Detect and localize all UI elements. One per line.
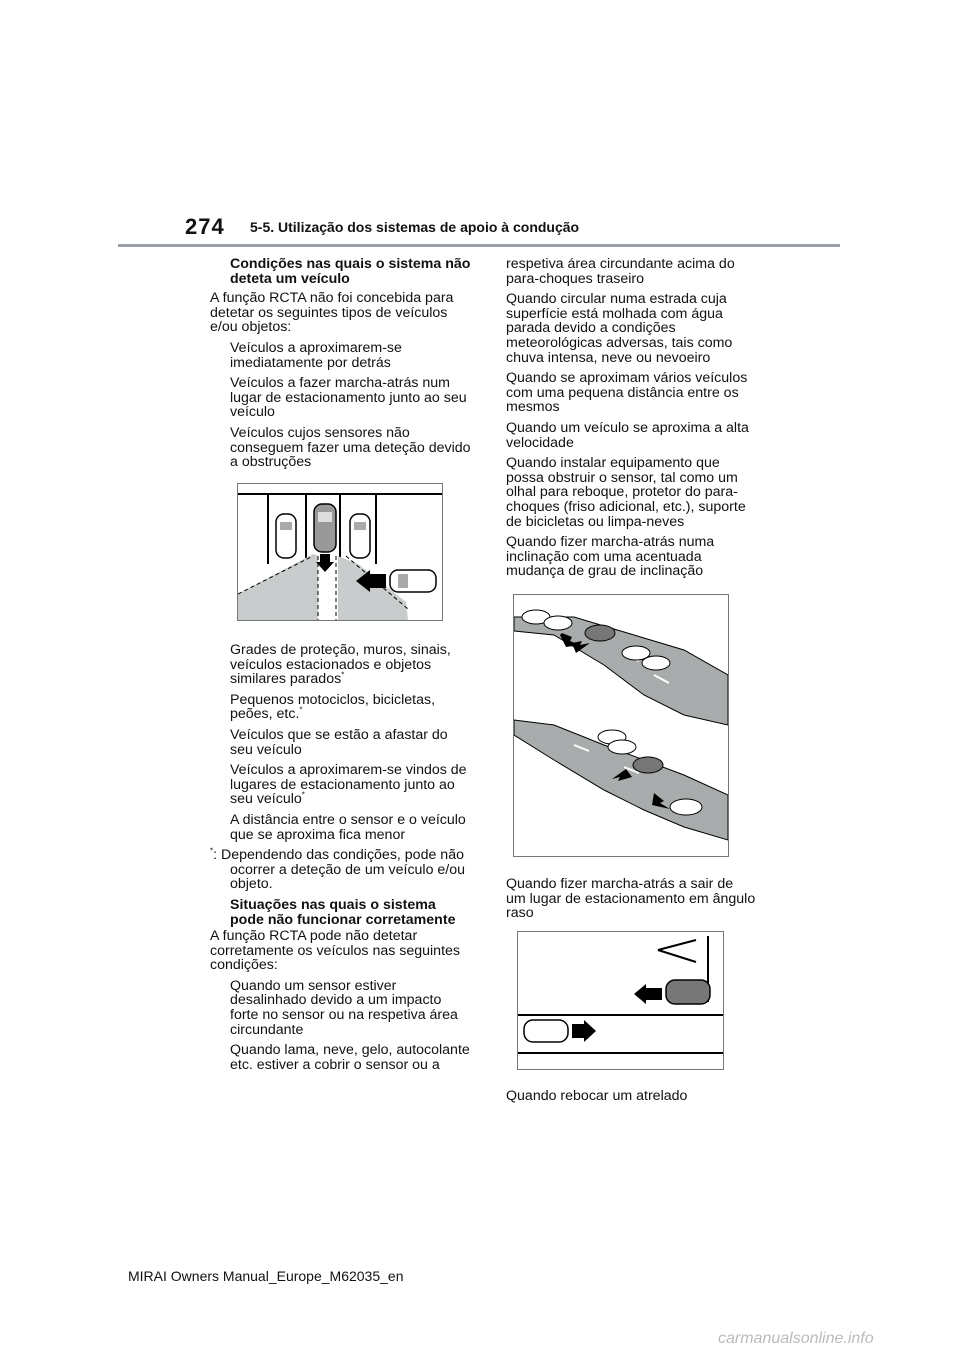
list-item: Quando lama, neve, gelo, autocolante etc. estiver a cobrir o sensor ou a (230, 1042, 470, 1073)
parking-lot-illustration (238, 484, 442, 620)
section-title: 5-5. Utilização dos sistemas de apoio à condução (250, 219, 580, 235)
intro-may-not-work: A função RCTA pode não detetar corretamente os veículos nas seguintes condições: (210, 928, 460, 974)
left-column-top (210, 257, 472, 470)
slope-illustration (514, 595, 728, 856)
header-rule (118, 244, 840, 247)
list-item: Veículos cujos sensores não conseguem fazer uma deteção devido a obstruções (230, 424, 471, 471)
list-item: Quando circular numa estrada cuja superfície está molhada com água parada devido a condições meteorológicas adversas, tais como chuva intensa, neve ou nevoeiro (506, 291, 733, 366)
manual-id: MIRAI Owners Manual_Europe_M62035_en (128, 1268, 404, 1284)
list-item: Veículos a aproximarem-se imediatamente por detrás (230, 339, 402, 371)
figure-angled-parking (517, 931, 724, 1070)
page-number: 274 (185, 214, 225, 239)
right-column-bottom (506, 1089, 756, 1104)
list-item: Veículos a aproximarem-se vindos de lugares de estacionamento junto ao seu veículo* (230, 762, 467, 808)
list-item: Quando se aproximam vários veículos com uma pequena distância entre os mesmos (506, 370, 748, 416)
list-item: Veículos que se estão a afastar do seu veículo (230, 726, 448, 758)
list-item: Veículos a fazer marcha-atrás num lugar de estacionamento junto ao seu veículo (230, 375, 467, 421)
list-item: Quando fizer marcha-atrás a sair de um lugar de estacionamento em ângulo raso (506, 876, 756, 922)
intro-not-detected: A função RCTA não foi concebida para detetar os seguintes tipos de veículos e/ou objetos: (210, 290, 454, 336)
list-item-continued: respetiva área circundante acima do para-choques traseiro (506, 256, 735, 287)
heading-not-detected: Condições nas quais o sistema não deteta um veículo (230, 256, 471, 287)
right-column-top (506, 257, 756, 579)
left-column-mid (210, 643, 472, 1072)
list-item: Grades de proteção, muros, sinais, veículos estacionados e objetos similares parados* (230, 642, 451, 688)
list-item: Quando instalar equipamento que possa obstruir o sensor, tal como um olhal para reboque, protetor do para-choques (friso adicional, etc.), suporte de bicicletas ou limpa-neves (506, 455, 746, 530)
list-item: Pequenos motociclos, bicicletas, peões, etc.* (230, 691, 436, 723)
list-item: Quando fizer marcha-atrás numa inclinação com uma acentuada mudança de grau de inclinação (506, 534, 715, 580)
list-item: Quando um sensor estiver desalinhado devido a um impacto forte no sensor ou na respetiva área circundante (230, 977, 458, 1038)
figure-slope (513, 594, 729, 857)
right-column-mid (506, 877, 756, 921)
list-item: A distância entre o sensor e o veículo que se aproxima fica menor (230, 811, 466, 843)
watermark: carmanualsonline.info (718, 1330, 874, 1347)
figure-parking-lot (237, 483, 443, 621)
list-item: Quando um veículo se aproxima a alta velocidade (506, 419, 749, 451)
angled-parking-illustration (518, 932, 723, 1069)
heading-may-not-work: Situações nas quais o sistema pode não funcionar corretamente (230, 896, 456, 928)
footnote: *: Dependendo das condições, pode não ocorrer a deteção de um veículo e/ou objeto. (210, 846, 466, 893)
list-item: Quando rebocar um atrelado (506, 1088, 688, 1104)
